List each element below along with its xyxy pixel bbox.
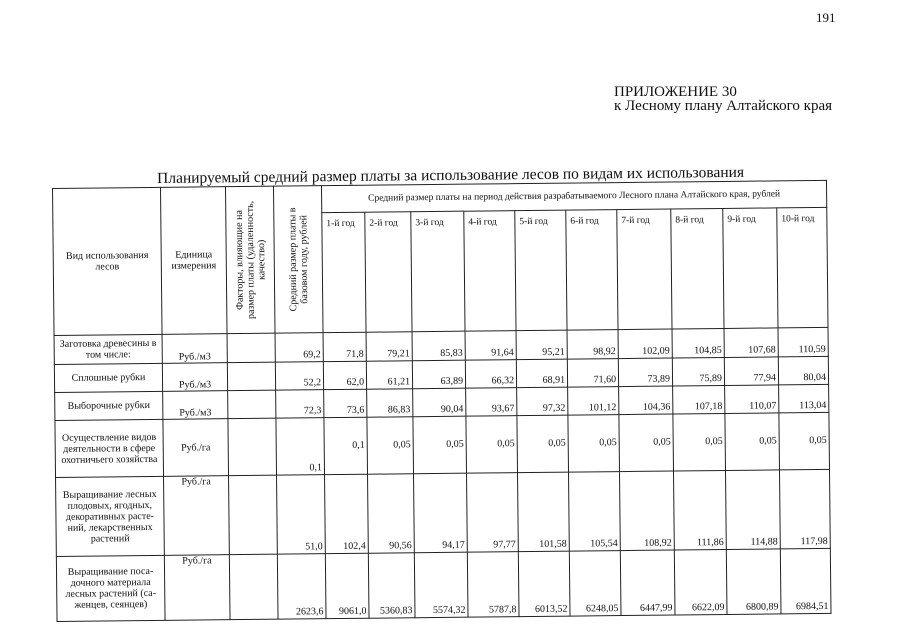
year-value-cell: 105,54: [569, 472, 621, 552]
factors-cell: [228, 418, 277, 475]
header-factors-text: Факторы, влияющие на размер платы (удаленность, качество): [233, 200, 267, 320]
year-value-cell: 68,91: [516, 359, 567, 388]
year-value-cell: 0,05: [466, 416, 518, 474]
header-year-2: 2-й год: [365, 212, 412, 332]
header-base-text: Средний размер платы в базовом году, рублей: [286, 207, 310, 312]
year-value-cell: 6248,05: [569, 551, 621, 617]
year-value-cell: 90,04: [413, 388, 466, 417]
document-title: Планируемый средний размер платы за использование лесов по видам их использования: [157, 163, 745, 187]
activity-cell: Заготовка древесины в том числе:: [54, 334, 162, 364]
header-period: Средний размер платы на период действия разрабатываемого Лесного плана Алтайского края, рублей: [321, 180, 826, 212]
year-value-cell: 113,04: [779, 384, 829, 413]
year-value-cell: 63,89: [412, 360, 465, 389]
table-row: [56, 548, 831, 621]
year-value-cell: 5574,32: [414, 552, 468, 618]
year-value-cell: 6984,51: [780, 548, 831, 614]
year-value-cell: 73,6: [324, 389, 367, 417]
year-value-cell: 90,56: [368, 474, 415, 553]
header-year-6: 6-й год: [566, 210, 618, 331]
base-value-cell: 51,0: [277, 475, 326, 554]
factors-cell: [229, 475, 278, 554]
year-value-cell: 111,86: [673, 470, 726, 550]
year-value-cell: 71,8: [323, 332, 366, 361]
factors-cell: [229, 554, 278, 619]
base-value-cell: 2623,6: [277, 554, 326, 619]
year-value-cell: 91,64: [465, 331, 516, 361]
year-value-cell: 0,05: [568, 415, 620, 473]
year-value-cell: 73,89: [618, 358, 672, 387]
activity-cell: Осуществление видов деятельности в сфере охотничьего хозяйства: [55, 419, 164, 477]
header-base: [273, 186, 323, 333]
activity-cell: Выращивание лесных плодовых, ягодных, декоративных растений, лекарственных растений: [56, 476, 165, 556]
appendix-header: [614, 85, 832, 113]
header-year-9: 9-й год: [723, 208, 778, 329]
base-value-cell: 0,1: [276, 418, 325, 475]
year-value-cell: 107,18: [673, 385, 725, 414]
year-value-cell: 97,32: [517, 387, 568, 416]
factors-cell: [227, 362, 275, 391]
year-value-cell: 93,67: [466, 388, 517, 417]
year-value-cell: 77,94: [724, 357, 778, 386]
year-value-cell: 110,59: [778, 327, 828, 357]
year-value-cell: 9061,0: [325, 553, 369, 618]
year-value-cell: 95,21: [516, 330, 567, 360]
year-value-cell: 104,36: [619, 386, 673, 415]
year-value-cell: 66,32: [465, 360, 516, 389]
year-value-cell: 86,83: [367, 389, 413, 417]
payment-table-wrapper: [52, 180, 832, 622]
factors-cell: [227, 333, 275, 363]
year-value-cell: 104,85: [672, 328, 724, 358]
year-value-cell: 6447,99: [620, 550, 675, 616]
unit-cell: Руб./га: [164, 476, 230, 556]
year-value-cell: 79,21: [366, 332, 412, 361]
year-value-cell: 102,4: [325, 474, 369, 553]
year-value-cell: 98,92: [567, 330, 618, 360]
header-year-3: 3-й год: [411, 211, 465, 332]
year-value-cell: 5787,8: [467, 552, 519, 618]
appendix-number: ПРИЛОЖЕНИЕ 30: [614, 84, 737, 100]
year-value-cell: 6800,89: [726, 549, 781, 615]
year-value-cell: 114,88: [725, 470, 780, 550]
unit-cell: Руб./м3: [163, 391, 228, 420]
year-value-cell: 0,05: [779, 412, 830, 470]
base-value-cell: 72,3: [276, 390, 324, 419]
appendix-subtitle: к Лесному плану Алтайского края: [614, 98, 833, 114]
year-value-cell: 0,05: [517, 415, 569, 473]
year-value-cell: 6622,09: [674, 549, 727, 615]
payment-table: [52, 180, 832, 622]
unit-cell: Руб./га: [163, 419, 229, 477]
year-value-cell: 61,21: [366, 361, 412, 389]
header-unit: Единица измерения: [160, 187, 227, 335]
header-factors: [225, 186, 275, 333]
header-year-7: 7-й год: [617, 209, 672, 330]
activity-cell: Выращивание посадочного материала лесных растений (саженцев, сеянцев): [56, 555, 165, 621]
year-value-cell: 110,07: [725, 385, 779, 414]
year-value-cell: 75,89: [672, 357, 724, 386]
table-row: [56, 469, 831, 556]
activity-cell: Выборочные рубки: [55, 391, 163, 420]
year-value-cell: 102,09: [618, 329, 672, 359]
year-value-cell: 0,05: [673, 413, 726, 471]
factors-cell: [228, 390, 276, 419]
unit-cell: Руб./га: [164, 555, 230, 621]
year-value-cell: 0,1: [324, 417, 368, 474]
year-value-cell: 71,60: [567, 359, 618, 388]
page-number: 191: [816, 10, 836, 25]
year-value-cell: 0,05: [619, 414, 674, 472]
activity-cell: Сплошные рубки: [54, 363, 162, 392]
year-value-cell: 0,05: [725, 413, 780, 471]
year-value-cell: 107,68: [724, 328, 778, 358]
header-year-1: 1-й год: [322, 212, 366, 332]
year-value-cell: 5360,83: [368, 553, 415, 618]
base-value-cell: 52,2: [275, 362, 323, 391]
year-value-cell: 6013,52: [518, 551, 570, 617]
year-value-cell: 94,17: [414, 473, 468, 553]
year-value-cell: 85,83: [412, 331, 465, 361]
year-value-cell: 0,05: [367, 417, 414, 474]
year-value-cell: 108,92: [620, 471, 675, 551]
year-value-cell: 117,98: [779, 469, 830, 549]
header-year-10: 10-й год: [777, 207, 828, 328]
table-row: [55, 412, 830, 477]
year-value-cell: 101,58: [518, 472, 570, 552]
unit-cell: Руб./м3: [162, 334, 227, 364]
base-value-cell: 69,2: [275, 333, 323, 363]
header-year-5: 5-й год: [515, 210, 567, 331]
year-value-cell: 101,12: [568, 387, 619, 416]
unit-cell: Руб./м3: [162, 363, 227, 392]
header-year-4: 4-й год: [464, 211, 516, 332]
header-year-8: 8-й год: [671, 208, 724, 329]
year-value-cell: 0,05: [413, 416, 467, 474]
year-value-cell: 80,04: [778, 356, 828, 385]
year-value-cell: 97,77: [467, 473, 519, 553]
year-value-cell: 62,0: [323, 361, 366, 389]
header-activity: Вид использования лесов: [53, 187, 163, 335]
